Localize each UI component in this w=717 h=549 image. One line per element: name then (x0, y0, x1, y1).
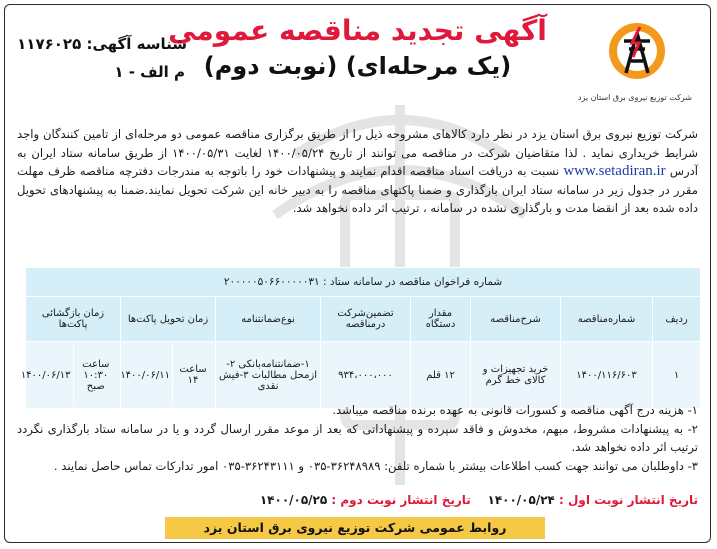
col-header-tender-no: شماره‌مناقصه (561, 297, 653, 342)
cell-index: ۱ (653, 342, 701, 409)
logo-caption: شرکت توزیع نیروی برق استان یزد (577, 93, 692, 102)
intro-part1: شرکت توزیع نیروی برق استان یزد در نظر دارد کالاهای مشروحه ذیل را از طریق برگزاری مناقصه عمومی دو مرحله‌ای از تامین کنندگان واجد شرایط خریداری نماید . لذا متقاضیان شرکت در مناقصه می توانند از تاریخ ۱۴۰۰/۰۵/۲۴ لغایت ۱۴۰۰/۰۵/۳۱ از طریق سامانه ستاد ایران به آدرس (17, 127, 699, 178)
col-header-index: ردیف (653, 297, 701, 342)
power-tower-logo-icon (602, 19, 672, 89)
col-header-description: شرح‌مناقصه (471, 297, 561, 342)
intro-paragraph (17, 125, 698, 218)
notes (17, 401, 698, 475)
note-1: ۱- هزینه درج آگهی مناقصه و کسورات قانونی به عهده برنده مناقصه میباشد. (332, 403, 698, 417)
intro-part2: نسبت به دریافت اسناد مناقصه اقدام نمایند و پیشنهادات خود را باتوجه به مندرجات دفترچه مناقصه ظرف مهلت مقرر در جدول زیر در سامانه ستاد ایران بارگذاری و ضمنا پاکتهای مناقصه را به دبیر خانه این شرکت تحویل نمایند.ضمنا به پیشنهادهای تحویل داده شده بعد از انقضا مدت و بارگذاری نشده در سامانه ، ترتیب اثر داده نخواهد شد. (17, 164, 698, 215)
cell-opening-time: ساعت ۱۰:۳۰ صبح (73, 344, 118, 406)
col-header-quantity: مقدار دستگاه (411, 297, 471, 342)
notice-id: شناسه آگهی: ۱۱۷۶۰۲۵ (17, 35, 187, 53)
cell-opening (20, 342, 121, 409)
cell-guarantee: ۹۳۴،۰۰۰،۰۰۰ (321, 342, 411, 409)
note-2: ۲- به پیشنهادات مشروط، مبهم، مخدوش و فاقد سپرده و پیشنهاداتی که بعد از موعد مقرر ارسال گردد و یا در سامانه ستاد بارگذاری نگردد ترتیب اثر داده نخواهد شد. (17, 421, 698, 454)
first-publish-label: تاریخ انتشار نوبت اول : (559, 493, 698, 507)
col-header-guarantee: تضمین‌شرکت درمناقصه (321, 297, 411, 342)
header (5, 5, 710, 123)
call-number: شماره فراخوان مناقصه در سامانه ستاد : ۲۰۰۰۰۰۵۰۶۶۰۰۰۰۰۳۱ (26, 268, 701, 297)
notice-code: م الف - ۱ (114, 63, 185, 81)
publish-dates (17, 493, 698, 507)
setadiran-link[interactable]: www.setadiran.ir (563, 163, 666, 179)
second-publish-date: ۱۴۰۰/۰۵/۲۵ (259, 493, 328, 507)
second-publish-label: تاریخ انتشار نوبت دوم : (331, 493, 471, 507)
page-title: آگهی تجدید مناقصه عمومی (168, 14, 547, 47)
footer-banner: روابط عمومی شرکت توزیع نیروی برق استان یزد (165, 517, 545, 539)
first-publish-date: ۱۴۰۰/۰۵/۲۴ (487, 493, 555, 507)
table-row (26, 342, 701, 409)
company-logo (577, 19, 692, 119)
col-header-delivery: زمان تحویل پاکت‌ها (121, 297, 216, 342)
page-subtitle: (یک مرحله‌ای) (نوبت دوم) (203, 52, 512, 80)
col-header-opening: زمان بازگشائی پاکت‌ها (26, 297, 121, 342)
col-header-guarantee-type: نوع‌ضمانتنامه (216, 297, 321, 342)
cell-description: خرید تجهیزات و کالای خط گرم (471, 342, 561, 409)
tender-table (20, 267, 700, 397)
cell-quantity: ۱۲ قلم (411, 342, 471, 409)
cell-guarantee-type: ۱-ضمانتنامه‌بانکی ۲-ازمحل مطالبات ۳-فیش نقدی (216, 342, 321, 409)
cell-delivery (121, 342, 216, 409)
advertisement-frame (4, 4, 711, 543)
cell-delivery-date: ۱۴۰۰/۰۶/۱۱ (123, 344, 173, 406)
cell-tender-no: ۱۴۰۰/۱۱۶/۶۰۳ (561, 342, 653, 409)
cell-delivery-time: ساعت ۱۴ (173, 344, 214, 406)
note-3: ۳- داوطلبان می توانند جهت کسب اطلاعات بیشتر با شماره تلفن: ۳۶۲۴۸۹۸۹-۰۳۵ و ۳۶۲۴۳۱۱۱-۰۳۵ امور تدارکات تماس حاصل نمایند . (53, 458, 698, 473)
cell-opening-date: ۱۴۰۰/۰۶/۱۳ (28, 344, 73, 406)
title-block (155, 13, 560, 83)
